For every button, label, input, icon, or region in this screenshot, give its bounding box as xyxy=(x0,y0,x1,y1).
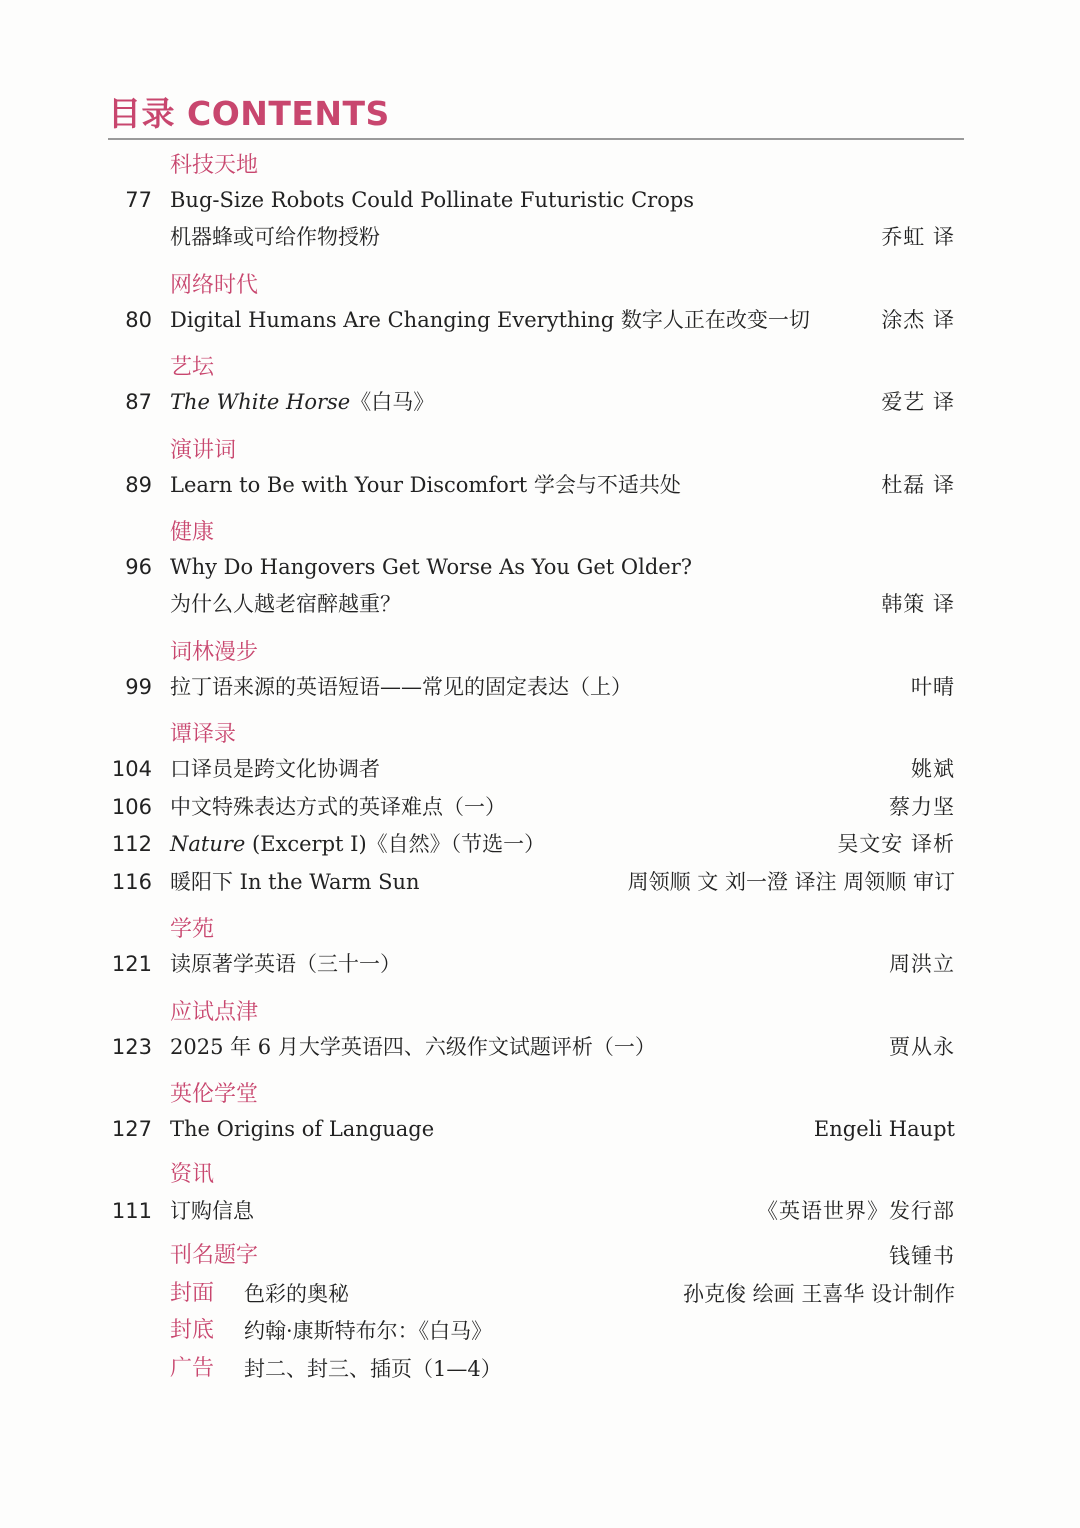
article-title: Learn to Be with Your Discomfort 学会与不适共处 xyxy=(170,473,681,497)
page-number: 112 xyxy=(111,832,152,856)
article-author: 吴文安 译析 xyxy=(837,832,955,856)
ads-row xyxy=(0,1351,1080,1387)
page-number: 106 xyxy=(111,795,152,819)
page-number: 104 xyxy=(111,757,152,781)
toc-entry-continued[interactable] xyxy=(0,586,1080,622)
article-title-cn: 机器蜂或可给作物授粉 xyxy=(170,225,380,249)
toc-entry[interactable] xyxy=(0,302,1080,338)
article-title: 暖阳下 In the Warm Sun xyxy=(170,870,420,894)
section-title: 资讯 xyxy=(170,1162,215,1187)
article-title-italic: The White Horse xyxy=(170,390,351,414)
ads-value: 封二、封三、插页（1—4） xyxy=(244,1357,502,1381)
cover-title: 色彩的奥秘 xyxy=(244,1282,349,1306)
masthead-row xyxy=(0,1238,1080,1274)
section-title: 词林漫步 xyxy=(170,640,259,665)
masthead-label: 刊名题字 xyxy=(170,1243,259,1268)
page-number: 123 xyxy=(111,1035,152,1059)
page-title: 目录 CONTENTS xyxy=(108,94,390,133)
section-title: 艺坛 xyxy=(170,355,215,380)
toc-entry[interactable] xyxy=(0,1111,1080,1147)
article-title: 读原著学英语（三十一） xyxy=(170,952,401,976)
toc-entry[interactable] xyxy=(0,751,1080,787)
page-number: 111 xyxy=(111,1199,152,1223)
page-number: 77 xyxy=(125,188,152,212)
article-author: 叶晴 xyxy=(911,675,955,699)
masthead-author: 钱锺书 xyxy=(889,1244,955,1268)
article-author: 爱艺 译 xyxy=(881,390,955,414)
toc-entry[interactable] xyxy=(0,467,1080,503)
page-number: 121 xyxy=(111,952,152,976)
toc-entry-continued[interactable] xyxy=(0,219,1080,255)
section-title: 应试点津 xyxy=(170,1000,259,1025)
section-title: 学苑 xyxy=(170,917,215,942)
article-title-cn: 为什么人越老宿醉越重？ xyxy=(170,592,401,616)
page-number: 116 xyxy=(111,870,152,894)
article-title xyxy=(170,384,434,420)
toc-entry[interactable] xyxy=(0,946,1080,982)
toc-entry[interactable] xyxy=(0,1193,1080,1229)
toc-entry[interactable] xyxy=(0,549,1080,585)
page-number: 89 xyxy=(125,473,152,497)
section-title: 网络时代 xyxy=(170,273,259,298)
cover-label: 封面 xyxy=(170,1281,215,1306)
article-author: 周领顺 文 刘一澄 译注 周领顺 审订 xyxy=(627,870,955,894)
back-cover-title: 约翰·康斯特布尔：《白马》 xyxy=(244,1319,493,1343)
article-author: 韩策 译 xyxy=(881,592,955,616)
toc-entry[interactable] xyxy=(0,826,1080,862)
toc-entry[interactable] xyxy=(0,864,1080,900)
section-title: 科技天地 xyxy=(170,153,259,178)
article-title: Digital Humans Are Changing Everything 数字人正在改变一切 xyxy=(170,308,810,332)
cover-row xyxy=(0,1276,1080,1312)
article-title: 口译员是跨文化协调者 xyxy=(170,757,380,781)
page-number: 87 xyxy=(125,390,152,414)
article-title: 2025 年 6 月大学英语四、六级作文试题评析（一） xyxy=(170,1035,656,1059)
cover-author: 孙克俊 绘画 王喜华 设计制作 xyxy=(682,1282,955,1306)
toc-entry[interactable] xyxy=(0,384,1080,420)
article-author: 涂杰 译 xyxy=(881,308,955,332)
toc-entry[interactable] xyxy=(0,182,1080,218)
article-author: 姚斌 xyxy=(911,757,955,781)
article-author: Engeli Haupt xyxy=(813,1117,955,1141)
back-cover-row xyxy=(0,1313,1080,1349)
article-title-rest: (Excerpt I)《自然》（节选一） xyxy=(245,832,546,856)
article-author: 《英语世界》发行部 xyxy=(757,1199,955,1223)
article-author: 乔虹 译 xyxy=(881,225,955,249)
toc-entry[interactable] xyxy=(0,789,1080,825)
toc-entry[interactable] xyxy=(0,669,1080,705)
article-title xyxy=(170,826,545,862)
article-author: 蔡力坚 xyxy=(889,795,955,819)
article-title: The Origins of Language xyxy=(170,1117,435,1141)
toc-entry[interactable] xyxy=(0,1029,1080,1065)
section-title: 健康 xyxy=(170,520,215,545)
section-title: 英伦学堂 xyxy=(170,1082,259,1107)
article-title: 拉丁语来源的英语短语——常见的固定表达（上） xyxy=(170,675,632,699)
article-author: 杜磊 译 xyxy=(881,473,955,497)
article-title: Why Do Hangovers Get Worse As You Get Older? xyxy=(170,555,692,579)
page-number: 80 xyxy=(125,308,152,332)
article-title-italic: Nature xyxy=(170,832,246,856)
page-number: 127 xyxy=(111,1117,152,1141)
article-title: 订购信息 xyxy=(170,1199,254,1223)
back-cover-label: 封底 xyxy=(170,1318,215,1343)
page-number: 99 xyxy=(125,675,152,699)
article-title-rest: 《白马》 xyxy=(350,390,435,414)
article-title: 中文特殊表达方式的英译难点（一） xyxy=(170,795,506,819)
section-title: 谭译录 xyxy=(170,722,237,747)
article-title: Bug-Size Robots Could Pollinate Futuristic Crops xyxy=(170,188,695,212)
page-number: 96 xyxy=(125,555,152,579)
section-title: 演讲词 xyxy=(170,438,237,463)
article-author: 贾从永 xyxy=(889,1035,955,1059)
article-author: 周洪立 xyxy=(889,952,955,976)
ads-label: 广告 xyxy=(170,1356,215,1381)
title-divider xyxy=(108,138,964,140)
